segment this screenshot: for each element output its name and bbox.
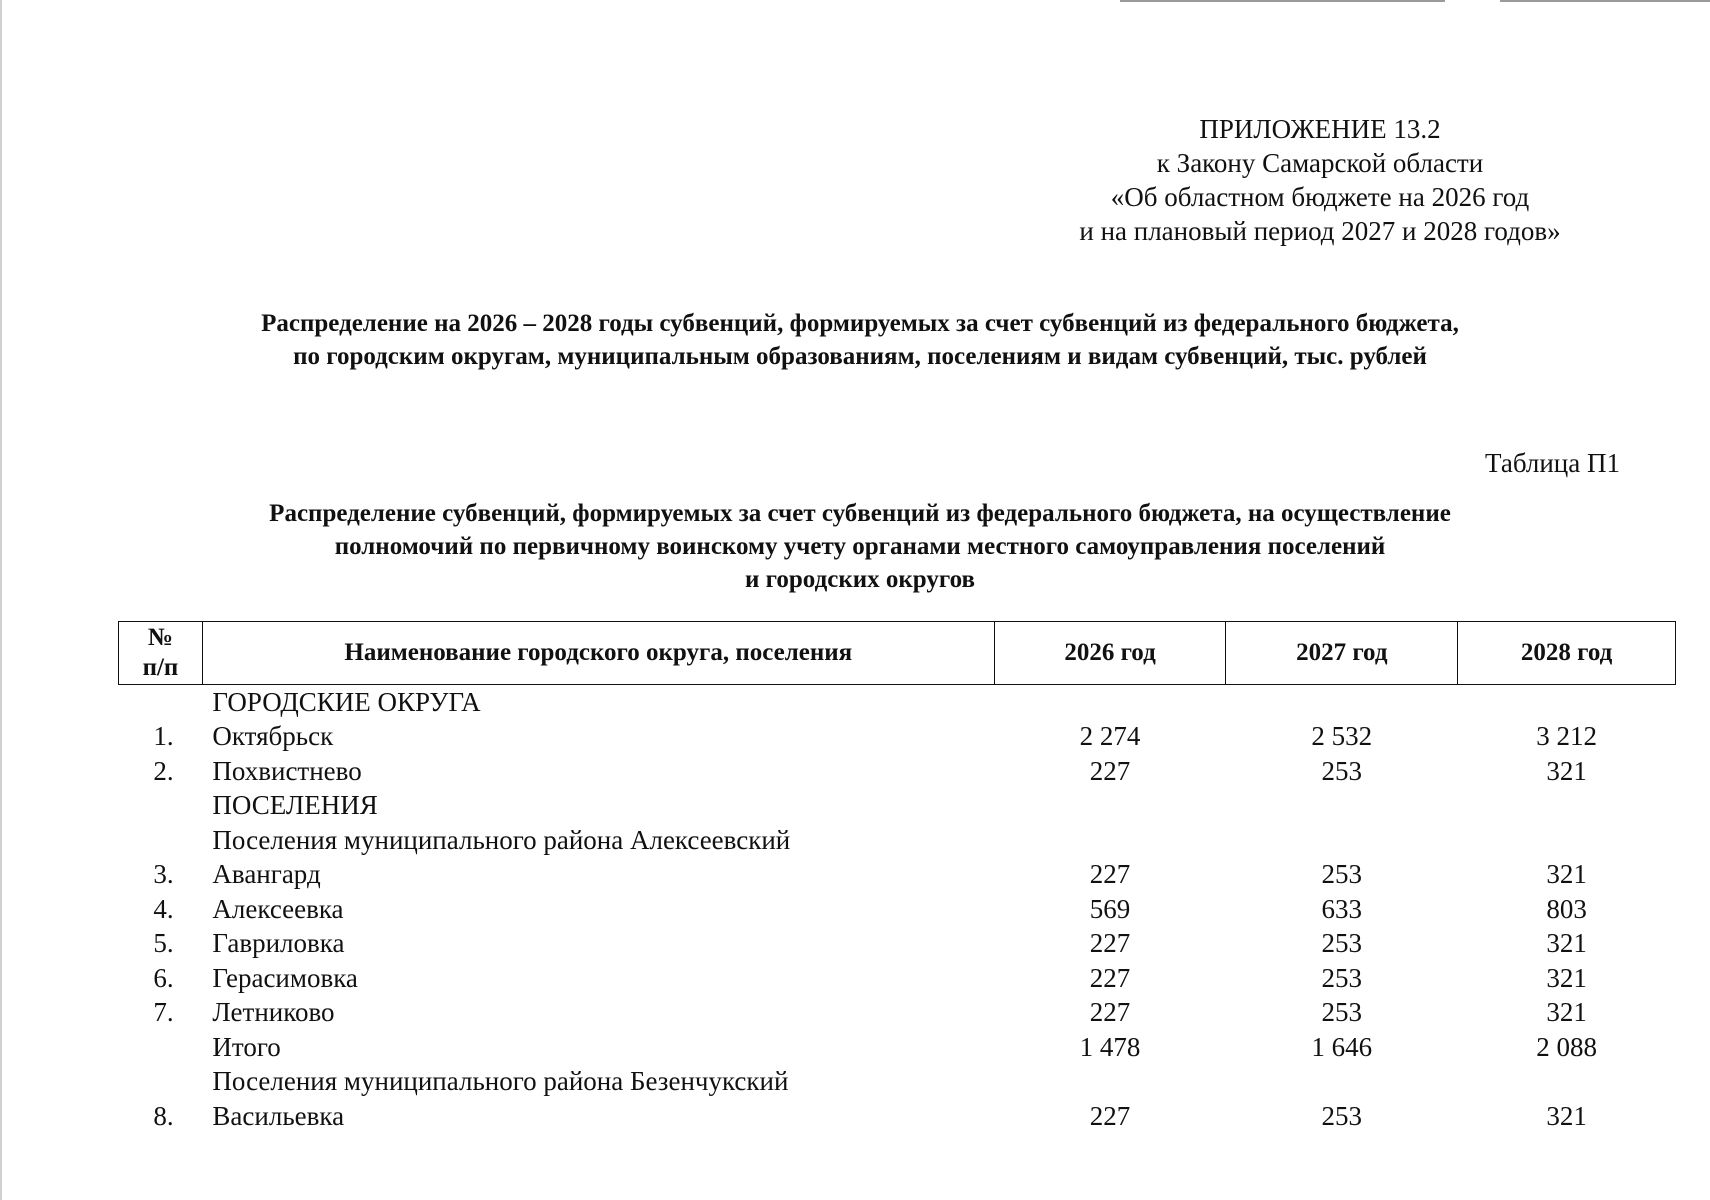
document-title-line: Распределение на 2026 – 2028 годы субвенций, формируемых за счет субвенций из федерального бюджета,	[261, 310, 1459, 337]
table-header-row	[119, 622, 1676, 685]
table-row	[119, 892, 1676, 927]
value-2027-cell	[1226, 823, 1458, 858]
value-2027-cell: 253	[1321, 962, 1363, 993]
value-2026-cell	[994, 1065, 1226, 1100]
value-2026-cell	[994, 823, 1226, 858]
table-row	[119, 961, 1676, 996]
value-2028-cell	[1458, 1065, 1676, 1100]
subventions-table	[118, 621, 1676, 1134]
column-header-2027: 2027 год	[1226, 622, 1458, 685]
column-header-number-line1: №	[147, 624, 174, 651]
scan-left-edge	[0, 0, 2, 1200]
row-number-cell: 7.	[153, 997, 174, 1028]
value-2027-cell: 1 646	[1311, 1031, 1373, 1062]
value-2028-cell: 2 088	[1536, 1031, 1597, 1062]
table-row	[119, 823, 1676, 858]
row-name-cell: Авангард	[212, 859, 321, 890]
value-2026-cell: 227	[1089, 755, 1131, 786]
value-2027-cell: 2 532	[1311, 721, 1373, 752]
row-name-cell: Летниково	[212, 997, 335, 1028]
table-title-line: полномочий по первичному воинскому учету органами местного самоуправления поселений	[334, 533, 1386, 560]
column-header-number-line2: п/п	[142, 654, 179, 681]
row-number-cell: 6.	[153, 962, 174, 993]
value-2026-cell: 227	[1089, 1100, 1131, 1131]
row-number-cell: 8.	[153, 1100, 174, 1131]
appendix-header	[1020, 112, 1620, 248]
value-2027-cell: 253	[1321, 928, 1363, 959]
value-2026-cell	[994, 789, 1226, 824]
row-number-cell	[119, 1065, 203, 1100]
column-header-2026: 2026 год	[994, 622, 1226, 685]
value-2028-cell: 321	[1546, 859, 1587, 890]
appendix-law-ref: к Закону Самарской области	[1156, 148, 1484, 178]
value-2028-cell: 321	[1546, 1100, 1587, 1131]
row-number-cell: 1.	[153, 721, 174, 752]
value-2028-cell	[1458, 823, 1676, 858]
row-number-cell	[119, 1030, 203, 1065]
table-label: Таблица П1	[1485, 448, 1620, 478]
value-2027-cell: 253	[1321, 755, 1363, 786]
document-title	[120, 307, 1600, 373]
row-name-cell: Поселения муниципального района Безенчукский	[212, 1066, 789, 1097]
table-row	[119, 927, 1676, 962]
row-name-cell: Алексеевка	[212, 893, 344, 924]
row-number-cell	[119, 789, 203, 824]
table-title-line: Распределение субвенций, формируемых за счет субвенций из федерального бюджета, на осуществление	[269, 500, 1451, 527]
value-2028-cell: 803	[1546, 893, 1587, 924]
value-2027-cell	[1226, 685, 1458, 720]
value-2027-cell: 253	[1321, 997, 1363, 1028]
value-2028-cell	[1458, 789, 1676, 824]
table-row	[119, 1099, 1676, 1134]
table-title	[120, 497, 1600, 596]
row-name-cell: ПОСЕЛЕНИЯ	[212, 790, 378, 821]
value-2028-cell: 321	[1546, 997, 1587, 1028]
row-name-cell: Герасимовка	[212, 962, 358, 993]
table-row	[119, 858, 1676, 893]
table-row	[119, 789, 1676, 824]
value-2027-cell: 633	[1321, 893, 1363, 924]
value-2027-cell	[1226, 1065, 1458, 1100]
table-row	[119, 1030, 1676, 1065]
value-2026-cell	[994, 685, 1226, 720]
scan-top-line	[1120, 0, 1445, 2]
row-name-cell: Васильевка	[212, 1100, 345, 1131]
table-row	[119, 996, 1676, 1031]
row-number-cell: 3.	[153, 859, 174, 890]
value-2028-cell	[1458, 685, 1676, 720]
value-2026-cell: 227	[1089, 859, 1131, 890]
table-row	[119, 720, 1676, 755]
row-number-cell	[119, 685, 203, 720]
appendix-law-title-cont: и на плановый период 2027 и 2028 годов»	[1079, 216, 1561, 246]
row-name-cell: Похвистнево	[212, 755, 362, 786]
document-title-line: по городским округам, муниципальным образованиям, поселениям и видам субвенций, тыс. рублей	[293, 343, 1427, 370]
value-2027-cell: 253	[1321, 1100, 1363, 1131]
column-header-name: Наименование городского округа, поселения	[202, 622, 994, 685]
row-number-cell: 4.	[153, 893, 174, 924]
value-2026-cell: 1 478	[1079, 1031, 1141, 1062]
row-name-cell: Поселения муниципального района Алексеевский	[212, 824, 791, 855]
value-2026-cell: 569	[1089, 893, 1131, 924]
table-body	[119, 685, 1676, 1134]
row-name-cell: ГОРОДСКИЕ ОКРУГА	[212, 686, 481, 717]
row-number-cell: 2.	[153, 755, 174, 786]
column-header-2028: 2028 год	[1458, 622, 1676, 685]
row-number-cell: 5.	[153, 928, 174, 959]
appendix-law-title: «Об областном бюджете на 2026 год	[1110, 182, 1530, 212]
value-2028-cell: 321	[1546, 755, 1587, 786]
value-2027-cell	[1226, 789, 1458, 824]
table-row	[119, 754, 1676, 789]
value-2026-cell: 227	[1089, 928, 1131, 959]
appendix-number: ПРИЛОЖЕНИЕ 13.2	[1199, 114, 1441, 144]
value-2026-cell: 227	[1089, 962, 1131, 993]
value-2026-cell: 227	[1089, 997, 1131, 1028]
scan-top-line	[1500, 0, 1710, 2]
value-2028-cell: 321	[1546, 928, 1587, 959]
table-title-line: и городских округов	[745, 566, 975, 593]
value-2028-cell: 3 212	[1536, 721, 1597, 752]
table-row	[119, 1065, 1676, 1100]
value-2028-cell: 321	[1546, 962, 1587, 993]
row-number-cell	[119, 823, 203, 858]
column-header-number	[119, 622, 203, 685]
row-name-cell: Гавриловка	[212, 928, 345, 959]
value-2027-cell: 253	[1321, 859, 1363, 890]
row-name-cell: Октябрьск	[212, 721, 334, 752]
table-row	[119, 685, 1676, 720]
value-2026-cell: 2 274	[1079, 721, 1141, 752]
row-name-cell: Итого	[212, 1031, 281, 1062]
